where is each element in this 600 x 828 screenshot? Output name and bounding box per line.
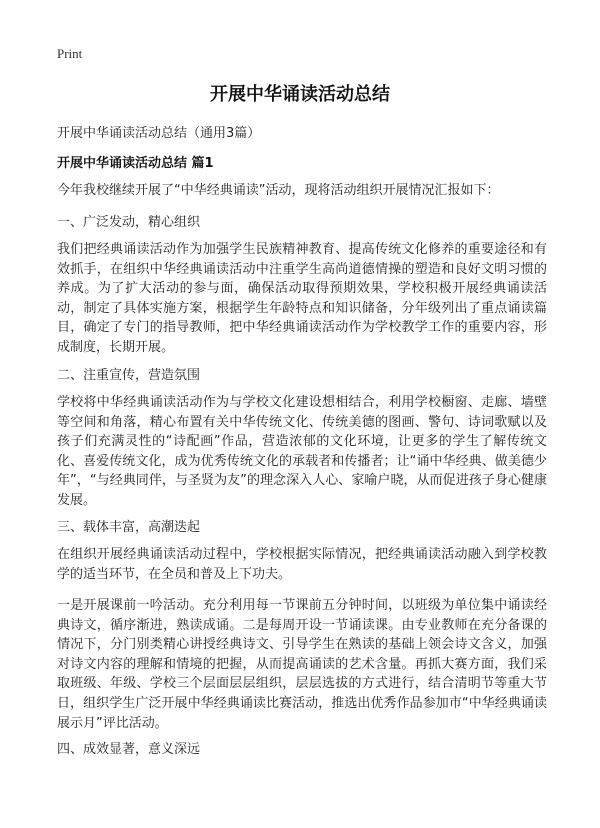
intro-paragraph: 今年我校继续开展了“中华经典诵读”活动，现将活动组织开展情况汇报如下： bbox=[57, 183, 500, 198]
heading-3: 三、载体丰富，高潮迭起 bbox=[57, 520, 201, 535]
paragraph-2: 学校将中华经典诵读活动作为与学校文化建设想相结合，利用学校橱窗、走廊、墙壁等空间和角落，精心布置有关中华传统文化、传统美德的图画、警句、诗词歌赋以及孩子们充满灵性的“诗配画”作品，营造浓郁的文化环境，让更多的学生了解传统文化、喜爱传统文化，成为优秀传统文化的承载者和传播者；让“诵中华经典、做美德少年”，“与经典同伴，与圣贤为友”的理念深入人心、家喻户晓，从而促进孩子身心健康发展。 bbox=[57, 395, 547, 508]
heading-2: 二、注重宣传，营造氛围 bbox=[57, 368, 201, 383]
document-subtitle: 开展中华诵读活动总结（通用3篇） bbox=[57, 126, 261, 141]
print-link[interactable]: Print bbox=[57, 46, 83, 61]
paragraph-3: 在组织开展经典诵读活动过程中，学校根据实际情况，把经典诵读活动融入到学校教学的适当环节，在全员和普及上下功夫。 bbox=[57, 547, 547, 582]
page-title: 开展中华诵读活动总结 bbox=[210, 84, 390, 105]
paragraph-4: 一是开展课前一吟活动。充分利用每一节课前五分钟时间，以班级为单位集中诵读经典诗文，循序渐进，熟读成诵。二是每周开设一节诵读课。由专业教师在充分备课的情况下，分门别类精心讲授经典诗文、引导学生在熟读的基础上领会诗文含义，加强对诗文内容的理解和情境的把握，从而提高诵读的艺术含量。再抓大赛方面，我们采取班级、年级、学校三个层面层层组织，层层选拔的方式进行，结合清明节等重大节日，组织学生广泛开展中华经典诵读比赛活动，推选出优秀作品参加市“中华经典诵读展示月”评比活动。 bbox=[57, 598, 547, 731]
paragraph-1: 我们把经典诵读活动作为加强学生民族精神教育、提高传统文化修养的重要途径和有效抓手，在组织中华经典诵读活动中注重学生高尚道德情操的塑造和良好文明习惯的养成。为了扩大活动的参与面，确保活动取得预期效果，学校积极开展经典诵读活动，制定了具体实施方案，根据学生年龄特点和知识储备，分年级列出了重点诵读篇目，确定了专门的指导教师，把中华经典诵读活动作为学校教学工作的重要内容，形成制度，长期开展。 bbox=[57, 242, 547, 355]
section-title: 开展中华诵读活动总结 篇1 bbox=[57, 156, 214, 171]
heading-4: 四、成效显著，意义深远 bbox=[57, 742, 201, 757]
heading-1: 一、广泛发动，精心组织 bbox=[57, 215, 201, 230]
